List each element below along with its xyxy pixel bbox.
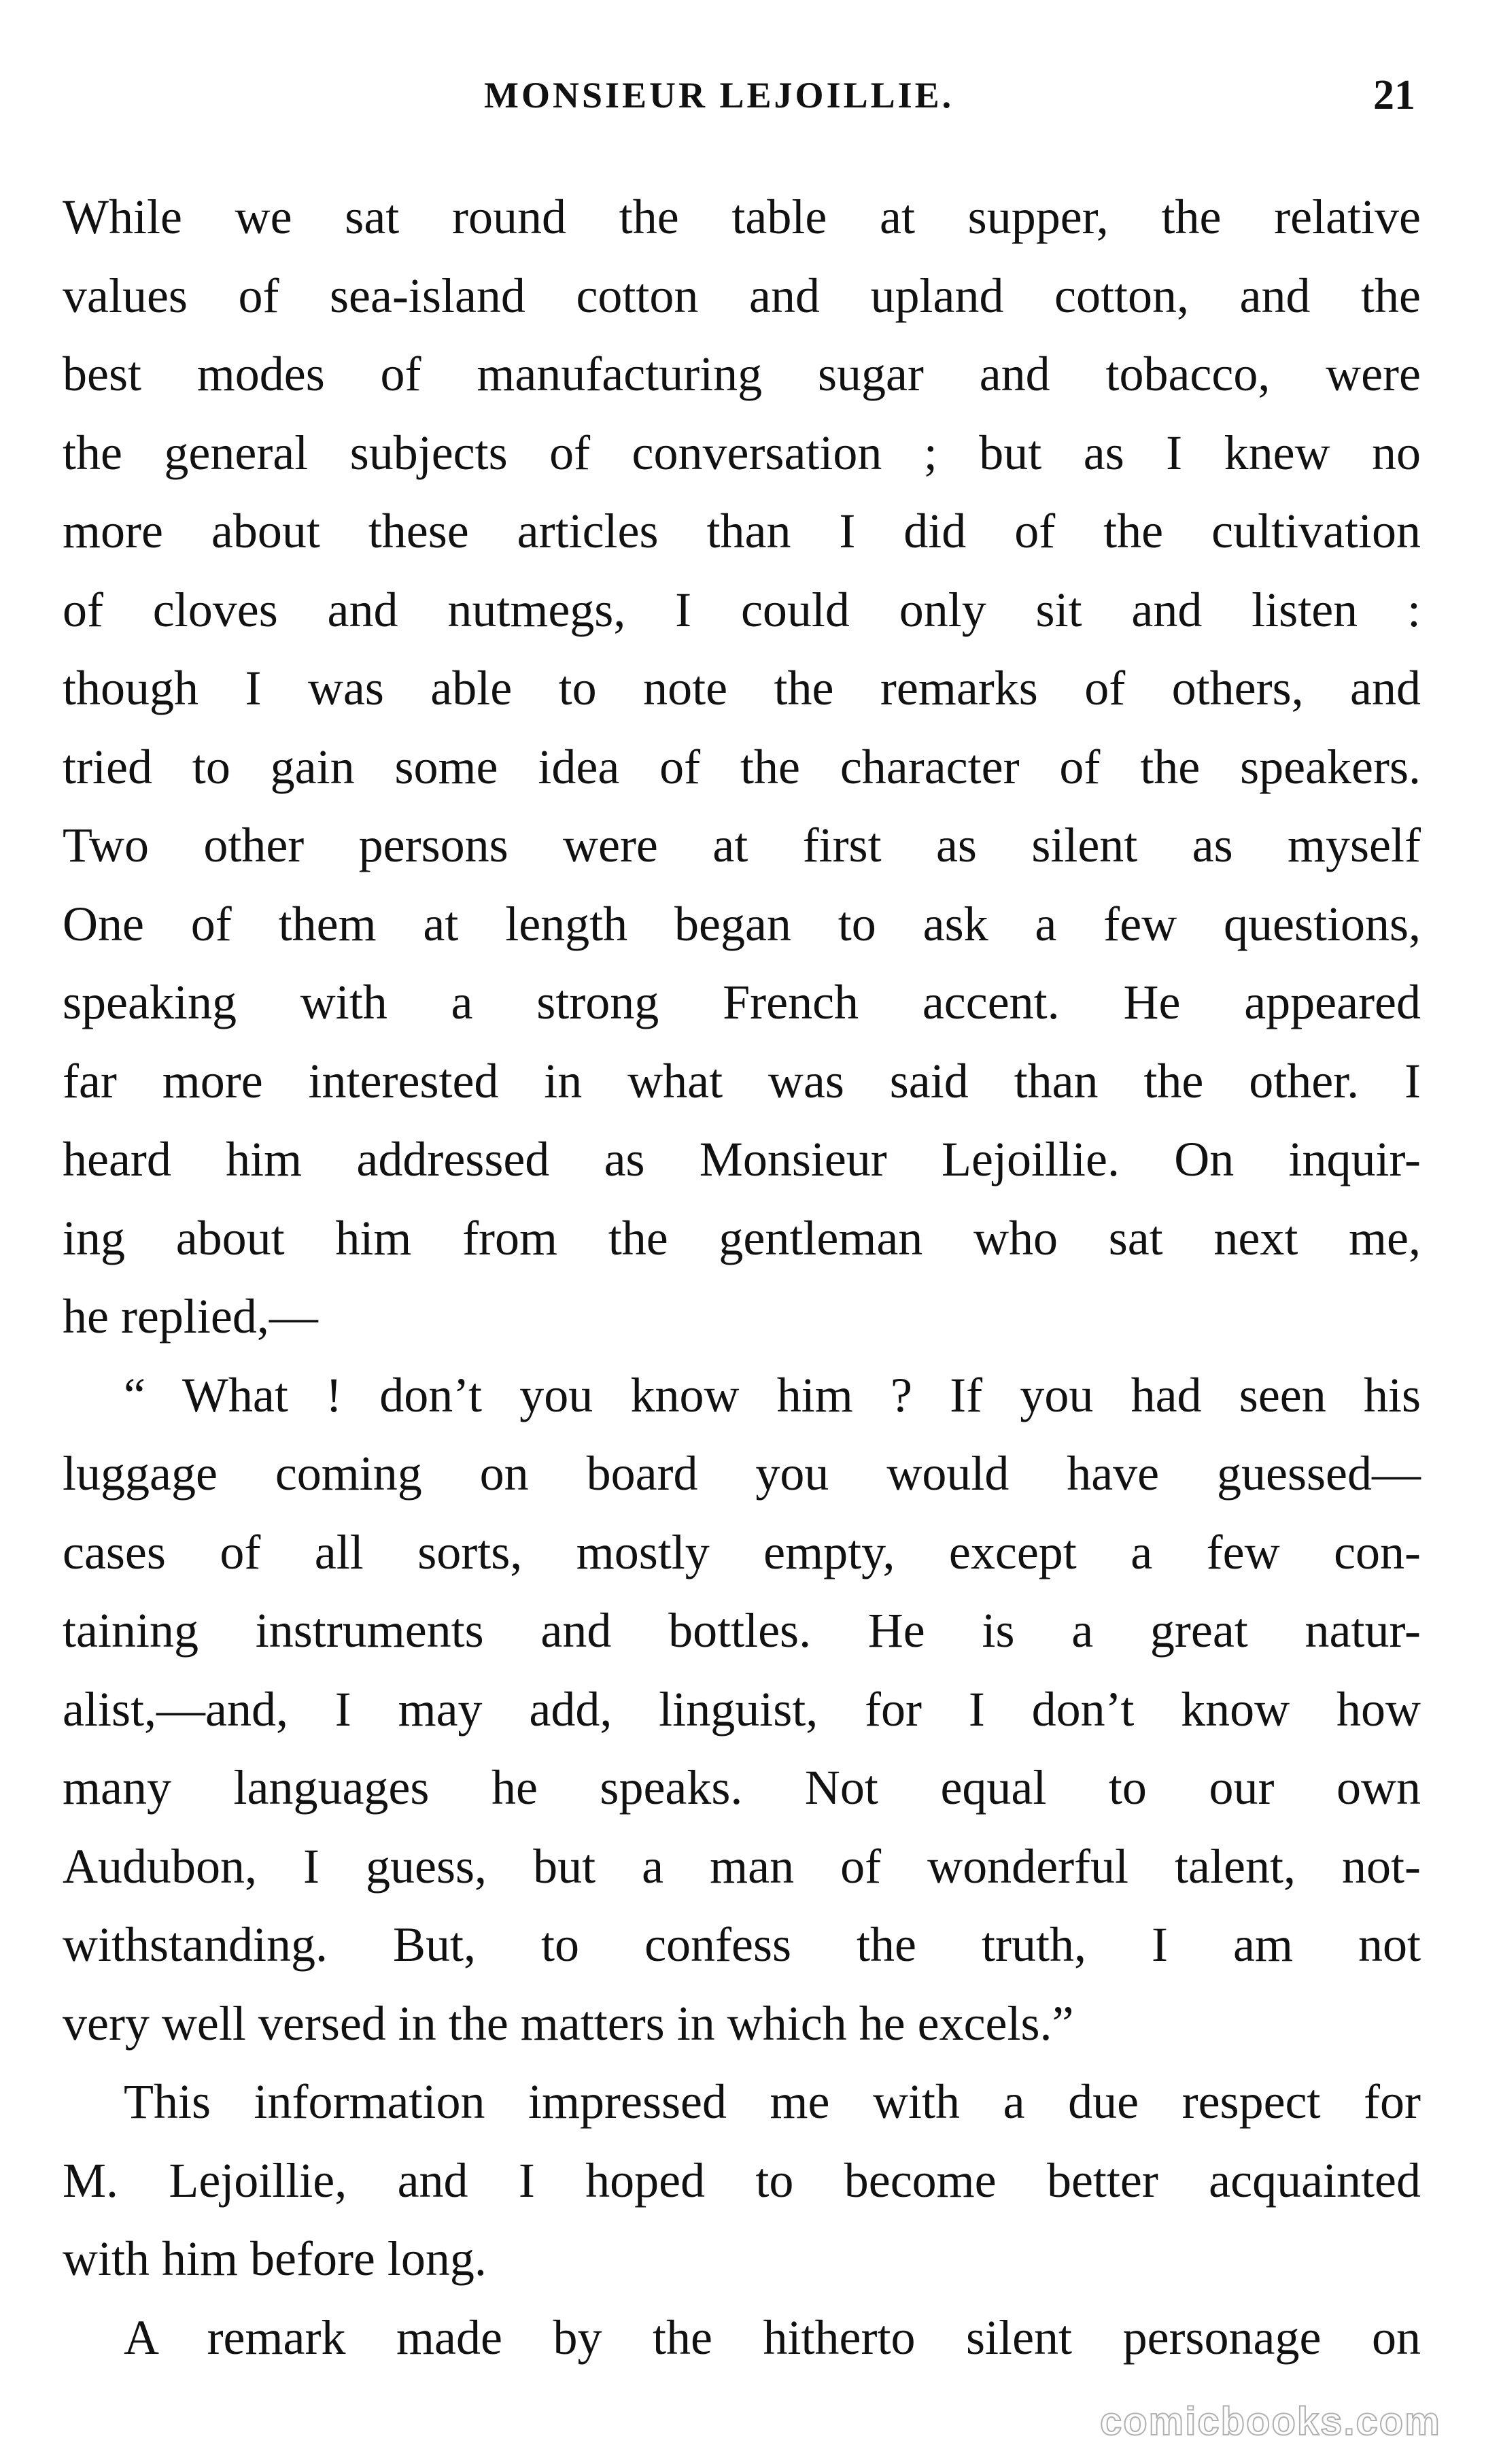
watermark: comicbooks.com (1100, 2399, 1441, 2444)
text-line: far more interested in what was said than the other. I (63, 1053, 1421, 1108)
text-line: While we sat round the table at supper, the relative (63, 190, 1421, 244)
text-line: alist,—and, I may add, linguist, for I don’t know how (63, 1681, 1421, 1736)
text-line: This information impressed me with a due respect for (124, 2074, 1421, 2129)
text-line: speaking with a strong French accent. He appeared (63, 975, 1421, 1029)
text-line: Audubon, I guess, but a man of wonderful talent, not- (63, 1838, 1421, 1894)
text-line: he replied,— (63, 1289, 318, 1344)
page-header (0, 68, 1501, 122)
text-line: taining instruments and bottles. He is a great natur- (63, 1603, 1421, 1658)
text-line: the general subjects of conversation ; but as I knew no (63, 425, 1421, 480)
text-line: many languages he speaks. Not equal to our own (63, 1760, 1421, 1815)
text-line: best modes of manufacturing sugar and tobacco, were (63, 347, 1421, 401)
text-line: ing about him from the gentleman who sat next me, (63, 1210, 1421, 1265)
text-line: cases of all sorts, mostly empty, except a few con- (63, 1524, 1421, 1579)
text-line: heard him addressed as Monsieur Lejoillie. On inquir- (63, 1132, 1421, 1186)
text-line: “ What ! don’t you know him ? If you had seen his (124, 1367, 1421, 1422)
text-line: luggage coming on board you would have guessed— (63, 1446, 1421, 1501)
running-head: MONSIEUR LEJOILLIE. (484, 75, 954, 116)
text-line: very well versed in the matters in which he excels.” (63, 1996, 1074, 2051)
text-line: with him before long. (63, 2231, 487, 2286)
text-line: Two other persons were at first as silent as myself (63, 818, 1421, 872)
text-line: though I was able to note the remarks of others, and (63, 661, 1421, 715)
page-number: 21 (1373, 72, 1415, 118)
body-text (63, 178, 1421, 2377)
text-line: A remark made by the hitherto silent personage on (124, 2310, 1421, 2365)
text-line: One of them at length began to ask a few questions, (63, 896, 1421, 951)
text-line: of cloves and nutmegs, I could only sit and listen : (63, 582, 1421, 637)
text-line: withstanding. But, to confess the truth, I am not (63, 1917, 1421, 1972)
text-line: values of sea-island cotton and upland cotton, and the (63, 268, 1421, 323)
text-line: tried to gain some idea of the character of the speakers. (63, 739, 1421, 794)
text-line: M. Lejoillie, and I hoped to become better acquainted (63, 2153, 1421, 2208)
text-line: more about these articles than I did of the cultivation (63, 504, 1421, 558)
